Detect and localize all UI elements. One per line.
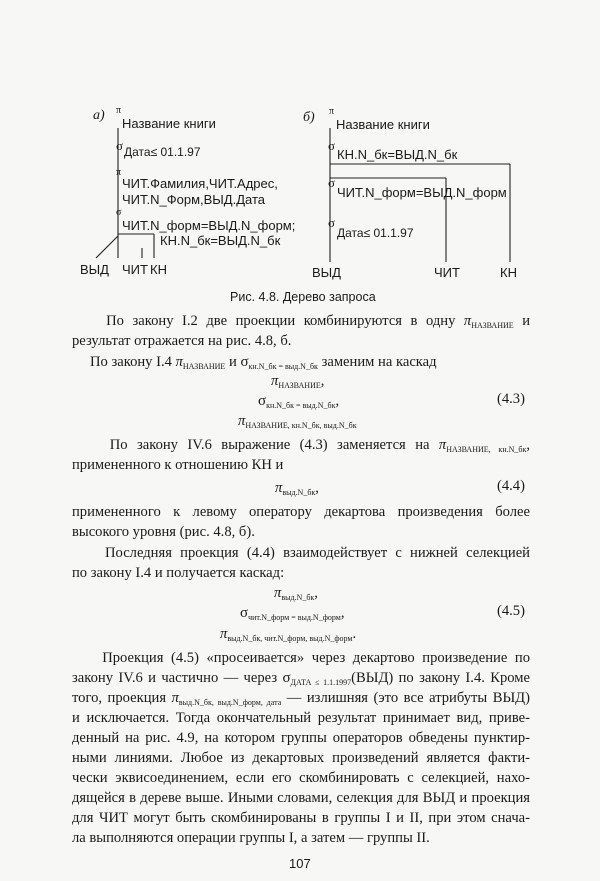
text-line: ла выполняются операции группы I, а затем — группы II. (72, 830, 430, 846)
join-condition: ЧИТ.N_форм=ВЫД.N_форм (337, 185, 507, 200)
page-number: 107 (289, 856, 311, 871)
selection-date-label: Дата≤ 01.1.97 (337, 226, 414, 240)
figure-caption: Рис. 4.8. Дерево запроса (230, 290, 376, 304)
projection-line-1: ЧИТ.Фамилия,ЧИТ.Адрес, (122, 176, 278, 191)
pi-symbol: π (116, 167, 122, 178)
equation-number: (4.4) (497, 478, 525, 494)
projection-label: Название книги (336, 117, 430, 132)
text-line: ными линиями. Любое из декартовых произведений является факти- (72, 750, 530, 766)
leaf-relation: ЧИТ (434, 265, 460, 280)
text-line: примененного к левому оператору декартова произведения более (72, 504, 530, 520)
text-line: денный на рис. 4.9, на котором группы операторов обведены пунктир- (72, 730, 530, 746)
text-line: Проекция (4.5) «просеивается» через декартово произведение по (102, 650, 531, 666)
sigma-symbol: σ (328, 138, 336, 153)
text-line: Последняя проекция (4.4) взаимодействует с нижней селекцией (105, 545, 530, 561)
join-condition-2: КН.N_бк=ВЫД.N_бк (160, 233, 281, 248)
leaf-relation: КН (500, 265, 517, 280)
tree-lines (0, 0, 600, 300)
text-line: по закону I.4 и получается каскад: (72, 565, 285, 581)
leaf-relation: ВЫД (312, 265, 341, 280)
text-line: закону IV.6 и частично — через $\sigma_{ДАТА \le 1.1.1997}(ВЫД)$ по закону I.4. Кроме (72, 670, 530, 687)
equation-line: $\pi_{выд.N\_бк, чит.N\_форм, выд.N\_форм}$. (220, 626, 357, 643)
join-condition-1: ЧИТ.N_форм=ВЫД.N_форм; (122, 218, 296, 233)
panel-b-label: б) (303, 110, 315, 125)
equation-number: (4.3) (497, 391, 525, 407)
text-line: и исключается. Тогда окончательный результат принимает вид, приве- (72, 710, 530, 726)
equation-line: $\sigma_{кн.N\_бк = выд.N\_бк}$, (258, 393, 340, 410)
equation-line: $\pi_{выд.N\_бк}$, (275, 480, 319, 497)
equation-number: (4.5) (497, 603, 525, 619)
sigma-symbol: σ (116, 207, 122, 218)
sigma-symbol: σ (328, 215, 336, 230)
text-line: чески эквисоединением, если его скомбинировать с селекцией, нахо- (72, 770, 530, 786)
join-condition: КН.N_бк=ВЫД.N_бк (337, 147, 458, 162)
text-line: дящейся в дереве выше. Иными словами, селекция для ВЫД и проекция (72, 790, 530, 806)
text-line: результат отражается на рис. 4.8, б. (72, 333, 292, 349)
panel-a-label: а) (93, 108, 105, 123)
equation-line: $\pi_{НАЗВАНИЕ}$, (271, 373, 325, 390)
text-line: По закону I.2 две проекции комбинируются в одну $\pi_{НАЗВАНИЕ}$ и (106, 313, 530, 330)
pi-symbol: π (329, 106, 335, 117)
text-line: высокого уровня (рис. 4.8, б). (72, 524, 255, 540)
text-line: По закону I.4 $\pi_{НАЗВАНИЕ}$ и $\sigma_{кн.N\_бк = выд.N\_бк}$ заменим на каскад (90, 354, 437, 371)
leaf-relation: КН (150, 262, 167, 277)
leaf-relation: ЧИТ (122, 262, 148, 277)
sigma-symbol: σ (328, 175, 336, 190)
pi-symbol: π (116, 105, 122, 116)
equation-line: $\sigma_{чит.N\_форм = выд.N\_форм}$, (240, 605, 345, 622)
text-line: того, проекция $\pi_{выд.N\_бк, выд.N\_форм, дата}$ — излишняя (это все атрибуты ВЫД) (72, 690, 530, 707)
equation-line: $\pi_{выд.N\_бк}$, (274, 585, 318, 602)
projection-label: Название книги (122, 116, 216, 131)
leaf-relation: ВЫД (80, 262, 109, 277)
projection-line-2: ЧИТ.N_Форм,ВЫД.Дата (122, 192, 266, 207)
equation-line: $\pi_{НАЗВАНИЕ, кн.N\_бк, выд.N\_бк}$ (238, 413, 357, 430)
text-line: По закону IV.6 выражение (4.3) заменяется на $\pi_{НАЗВАНИЕ, кн.N\_бк}$, (109, 437, 530, 454)
tree-a-left-diag (96, 236, 118, 258)
text-line: для ЧИТ могут быть скомбинированы в группы I и II, при этом снача- (72, 810, 530, 826)
selection-date-label: Дата≤ 01.1.97 (124, 145, 201, 159)
sigma-symbol: σ (116, 138, 124, 153)
text-line: примененного к отношению КН и (72, 457, 284, 473)
